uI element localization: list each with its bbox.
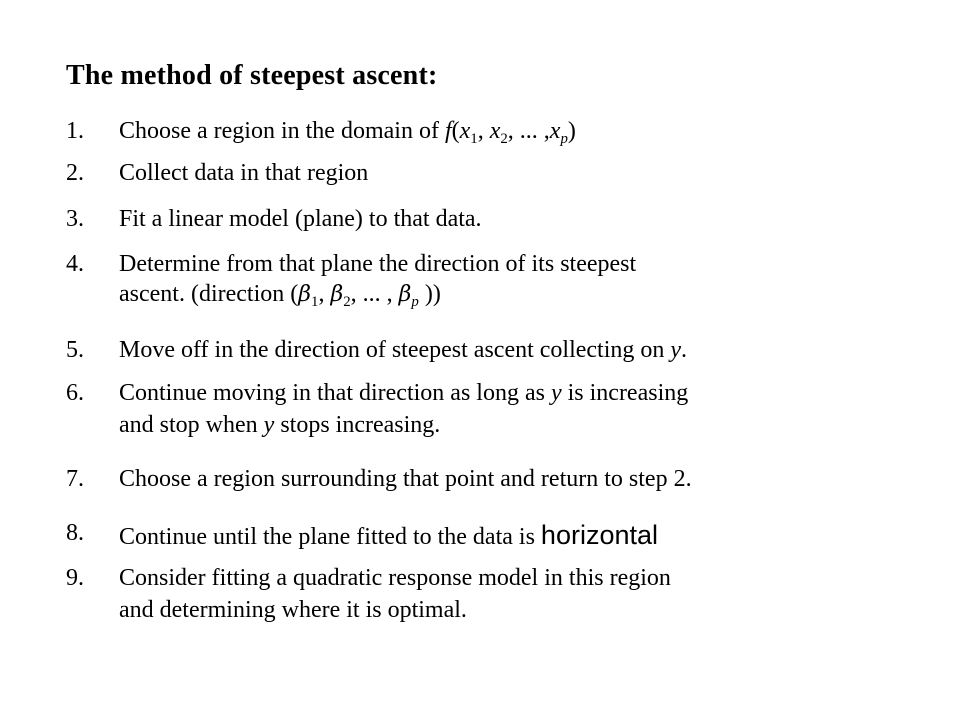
step-text: Choose a region in the domain of $f(x_1$, $x_2$, ... $,x_p$) bbox=[119, 118, 576, 148]
step-text: Continue until the plane fitted to the data is horizontal bbox=[119, 520, 658, 550]
step-text: Determine from that plane the direction of its steepest ascent. (direction ($\beta_1$, $\beta_2$, ... , $\beta_p$ )) bbox=[119, 251, 637, 310]
step-text: Collect data in that region bbox=[119, 160, 369, 186]
step-number: 4. bbox=[66, 251, 84, 277]
step-number: 8. bbox=[66, 520, 84, 546]
step-text: Choose a region surrounding that point and return to step 2. bbox=[119, 466, 692, 492]
step-number: 7. bbox=[66, 466, 84, 492]
step-number: 2. bbox=[66, 160, 84, 186]
step-text: Move off in the direction of steepest ascent collecting on y. bbox=[119, 337, 688, 363]
step-number: 5. bbox=[66, 337, 84, 363]
step-text: Continue moving in that direction as long as y is increasing and stop when y stops increasing. bbox=[119, 380, 689, 438]
slide-title: The method of steepest ascent: bbox=[66, 60, 438, 91]
step-number: 3. bbox=[66, 206, 84, 232]
step-number: 1. bbox=[66, 118, 84, 144]
step-number: 9. bbox=[66, 565, 84, 591]
step-text: Consider fitting a quadratic response model in this region and determining where it is optimal. bbox=[119, 565, 671, 623]
step-number: 6. bbox=[66, 380, 84, 406]
step-text: Fit a linear model (plane) to that data. bbox=[119, 206, 482, 232]
